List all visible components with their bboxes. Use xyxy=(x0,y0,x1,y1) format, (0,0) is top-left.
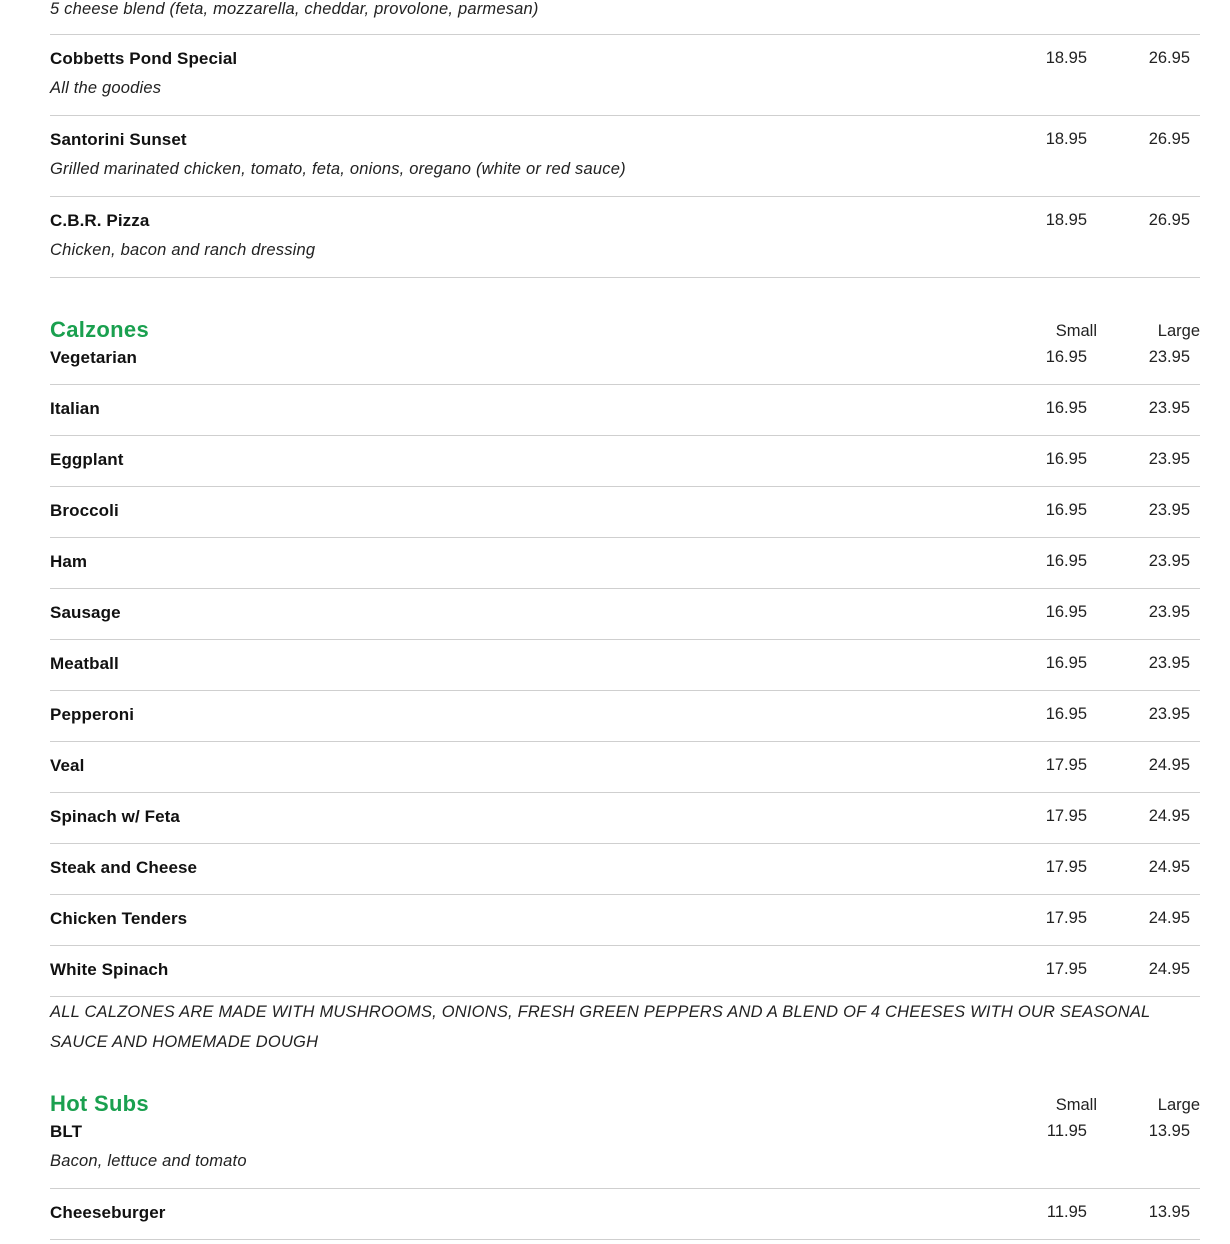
price-large: 26.95 xyxy=(1148,49,1190,67)
hot-subs-list xyxy=(50,1117,1200,1240)
item-name: Santorini Sunset xyxy=(50,130,187,149)
item-name: Vegetarian xyxy=(50,348,137,367)
price-small: 16.95 xyxy=(1045,603,1087,621)
price-small: 11.95 xyxy=(1046,1122,1087,1140)
item-description: 5 cheese blend (feta, mozzarella, cheddar, provolone, parmesan) xyxy=(50,0,539,18)
price-large: 23.95 xyxy=(1148,603,1190,621)
price-large: 26.95 xyxy=(1148,211,1190,229)
menu-item xyxy=(50,742,1200,793)
price-large: 23.95 xyxy=(1148,705,1190,723)
item-name: White Spinach xyxy=(50,960,169,979)
menu-item xyxy=(50,895,1200,946)
item-description: Bacon, lettuce and tomato xyxy=(50,1152,247,1170)
price-large: 23.95 xyxy=(1148,450,1190,468)
price-small: 16.95 xyxy=(1045,654,1087,672)
price-small: 16.95 xyxy=(1045,501,1087,519)
price-small: 16.95 xyxy=(1045,399,1087,417)
menu-item xyxy=(50,946,1200,997)
item-name: Meatball xyxy=(50,654,119,673)
item-name: Veal xyxy=(50,756,85,775)
price-small: 18.95 xyxy=(1045,130,1087,148)
menu-item xyxy=(50,640,1200,691)
price-large: 26.95 xyxy=(1148,130,1190,148)
price-small: 16.95 xyxy=(1045,348,1087,366)
menu-item xyxy=(50,436,1200,487)
item-name: C.B.R. Pizza xyxy=(50,211,150,230)
price-large: 24.95 xyxy=(1148,909,1190,927)
price-small: 11.95 xyxy=(1046,1203,1087,1221)
section-title: Calzones xyxy=(50,317,149,342)
price-small: 17.95 xyxy=(1045,909,1087,927)
price-small: 16.95 xyxy=(1045,450,1087,468)
hot-subs-header xyxy=(50,1057,1200,1117)
price-small: 16.95 xyxy=(1045,552,1087,570)
price-large: 24.95 xyxy=(1148,807,1190,825)
item-name: Steak and Cheese xyxy=(50,858,198,877)
item-description: Chicken, bacon and ranch dressing xyxy=(50,241,316,259)
price-large: 24.95 xyxy=(1148,960,1190,978)
calzones-note: ALL CALZONES ARE MADE WITH MUSHROOMS, ONIONS, FRESH GREEN PEPPERS AND A BLEND OF 4 CHEESES WITH OUR SEASONAL SAUCE AND HOMEMADE DOUGH xyxy=(50,1003,1151,1051)
price-small: 18.95 xyxy=(1045,49,1087,67)
menu-item xyxy=(50,844,1200,895)
menu-item xyxy=(50,116,1200,197)
menu-item xyxy=(50,793,1200,844)
column-header-large: Large xyxy=(1157,322,1200,340)
item-name: Eggplant xyxy=(50,450,124,469)
menu-item xyxy=(50,343,1200,385)
price-large: 13.95 xyxy=(1148,1122,1190,1140)
price-large: 23.95 xyxy=(1148,501,1190,519)
price-large: 13.95 xyxy=(1148,1203,1190,1221)
section-title: Hot Subs xyxy=(50,1091,149,1116)
price-large: 23.95 xyxy=(1148,552,1190,570)
price-small: 16.95 xyxy=(1045,705,1087,723)
item-name: Sausage xyxy=(50,603,121,622)
item-name: Ham xyxy=(50,552,88,571)
menu-item xyxy=(50,538,1200,589)
menu-item xyxy=(50,589,1200,640)
price-small: 17.95 xyxy=(1045,807,1087,825)
item-name: Chicken Tenders xyxy=(50,909,188,928)
price-large: 24.95 xyxy=(1148,858,1190,876)
menu-item xyxy=(50,1117,1200,1189)
item-description: All the goodies xyxy=(50,79,162,97)
price-large: 24.95 xyxy=(1148,756,1190,774)
menu-item xyxy=(50,197,1200,278)
price-large: 23.95 xyxy=(1148,654,1190,672)
column-header-large: Large xyxy=(1157,1096,1200,1114)
column-header-small: Small xyxy=(1055,1096,1097,1114)
calzones-header xyxy=(50,278,1200,343)
item-name: Spinach w/ Feta xyxy=(50,807,180,826)
price-large: 23.95 xyxy=(1148,348,1190,366)
menu-item xyxy=(50,1189,1200,1240)
menu-item-fragment xyxy=(50,0,1200,35)
column-header-small: Small xyxy=(1055,322,1097,340)
menu-page xyxy=(50,0,1200,1240)
menu-item xyxy=(50,385,1200,436)
price-small: 17.95 xyxy=(1045,960,1087,978)
item-name: BLT xyxy=(50,1122,83,1141)
item-name: Italian xyxy=(50,399,100,418)
price-small: 17.95 xyxy=(1045,858,1087,876)
price-small: 18.95 xyxy=(1045,211,1087,229)
calzones-list xyxy=(50,343,1200,997)
menu-item xyxy=(50,691,1200,742)
price-large: 23.95 xyxy=(1148,399,1190,417)
item-name: Broccoli xyxy=(50,501,119,520)
item-name: Pepperoni xyxy=(50,705,135,724)
menu-item xyxy=(50,487,1200,538)
item-description: Grilled marinated chicken, tomato, feta, onions, oregano (white or red sauce) xyxy=(50,160,626,178)
pizza-list xyxy=(50,35,1200,278)
item-name: Cobbetts Pond Special xyxy=(50,49,238,68)
menu-item xyxy=(50,35,1200,116)
price-small: 17.95 xyxy=(1045,756,1087,774)
item-name: Cheeseburger xyxy=(50,1203,166,1222)
